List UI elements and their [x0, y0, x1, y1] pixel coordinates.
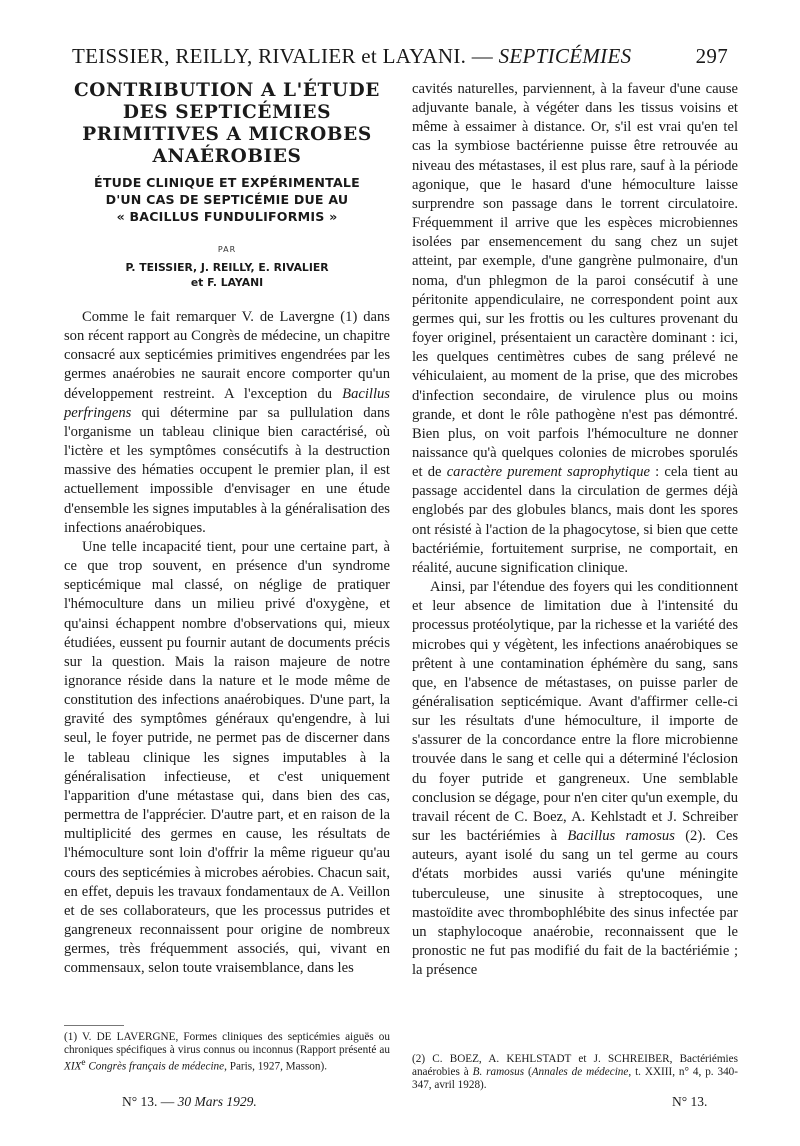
title-line-1: CONTRIBUTION A L'ÉTUDE — [73, 80, 380, 101]
text-run: : cela tient au passage accidentel dans la circulation de germes déjà englobés par des globules blancs, mais dont les spores ont résisté à l'action de la phagocytose, si bien que cette bactériémie, fortuitement surprise, ne comportait, en réalité, aucune signification clinique. — [412, 464, 738, 576]
subtitle-line-1: ÉTUDE CLINIQUE ET EXPÉRIMENTALE — [94, 175, 360, 190]
text-run: Comme le fait remarquer V. de Lavergne (1) dans son récent rapport au Congrès de médecine, un chapitre consacré aux septicémies primitives engendrées par les germes anaérobies ne saurait encore comporter qu'un développement restreint. A l'exception du — [64, 309, 390, 402]
left-column — [64, 80, 390, 978]
text-run: , t. XXIII, n° 4, p. 340-347, avril 1928). — [412, 1066, 738, 1091]
title-line-3: PRIMITIVES A MICROBES — [82, 124, 372, 145]
text-run: qui détermine par sa pullulation dans l'organisme un tableau clinique bien caractérisé, où l'ictère et les symptômes consécutifs à la destruction massive des hématies occupent le premier plan, il est actuellement impossible d'envisager en une étude d'ensemble les signes imputables à la généralisation des infections anaérobiques. — [64, 404, 390, 536]
authors-line-1: P. TEISSIER, J. REILLY, E. RIVALIER — [125, 261, 329, 274]
authors-line-2: et F. LAYANI — [190, 276, 264, 289]
italic-run: Bacillus perfringens — [64, 385, 390, 421]
title-line-4: ANAÉROBIES — [152, 146, 302, 167]
footnote-rule — [64, 1025, 124, 1026]
article-subtitle — [64, 174, 390, 225]
page-number: 297 — [695, 44, 728, 68]
right-column — [412, 80, 738, 980]
footer-issue-right: N° 13. — [672, 1094, 708, 1109]
right-body-text — [412, 80, 738, 980]
italic-run: B. ramosus — [472, 1066, 525, 1078]
footer-issue-date — [122, 1094, 257, 1110]
issue-number: N° 13. — — [122, 1094, 178, 1109]
issue-date: 30 Mars 1929. — [177, 1094, 257, 1109]
text-run: , Paris, 1927, Masson). — [224, 1060, 327, 1073]
text-run: (2). Ces auteurs, ayant isolé du sang un tel germe au cours d'états morbides aussi variés qu'une méningite tuberculeuse, une sinusite à streptocoques, une mastoïdite avec thrombophlébite des sinus infectée par un staphylocoque anaérobie, reconnaissent que le pronostic ne fut pas modifié du fait de la bactériémie ; la présence — [412, 828, 739, 979]
footnote-1 — [64, 1031, 390, 1074]
paragraph — [64, 308, 390, 538]
title-line-2: DES SEPTICÉMIES — [122, 102, 332, 123]
running-head — [72, 44, 728, 69]
paragraph — [412, 80, 738, 578]
italic-run: Bacillus ramosus — [567, 828, 675, 845]
text-run: (2) C. BOEZ, A. KEHLSTADT et J. SCHREIBER, Bactériémies anaérobies à — [412, 1053, 738, 1078]
superscript: e — [81, 1058, 86, 1068]
by-label: PAR — [217, 245, 237, 254]
subtitle-line-2: D'UN CAS DE SEPTICÉMIE DUE AU — [105, 192, 349, 207]
running-head-authors — [72, 44, 631, 69]
text-run: (1) V. DE LAVERGNE, Formes cliniques des septicémies aiguës ou chroniques spécifiques à virus connus ou inconnus (Rapport présenté au — [64, 1031, 390, 1056]
italic-run: Annales de médecine — [531, 1066, 629, 1078]
article-authors — [64, 260, 390, 290]
text-run: Une telle incapacité tient, pour une certaine part, à ce que trop souvent, en présence d'un syndrome septicémique mal classé, on néglige de pratiquer l'hémoculture dans un milieu privé d'oxygène, et qu'ainsi échappent nombre d'observations qui, mieux étudiées, eussent pu fournir autant de documents précis sur la question. Mais la raison majeure de notre ignorance réside dans la nature et le mode même de constitution des infections anaérobiques. D'une part, la gravité des symptômes généraux qu'engendre, à lui seul, le foyer putride, ne permet pas de discerner dans le tableau clinique les signes imputables à la généralisation infectieuse, et c'est uniquement l'apparition d'une métastase qui, dans bien des cas, permettra de l'apprécier. D'autre part, et en raison de la multiplicité des germes en cause, les résultats de l'hémoculture sont loin d'offrir la même rigueur qu'au cours des septicémies à microbes aérobies. Chacun sait, en effet, depuis les travaux fondamentaux de A. Veillon et de ses collaborateurs, que les processus putrides et gangreneux reconnaissent pour origine de nombreux germes, très fréquemment associés, qui, vivant en commensaux, selon toute vraisemblance, dans les — [64, 538, 390, 977]
italic-run: caractère purement saprophytique — [446, 464, 650, 481]
text-run: ( — [524, 1066, 532, 1078]
text-run: cavités naturelles, parviennent, à la faveur d'une cause adjuvante banale, à végéter dans les tissus voisins et même à essaimer à distance. Or, s'il est vrai qu'en tel cas la symbiose bactérienne puisse être retrouvée au niveau des métastases, il est plus rare, sauf à la période agonique, que le hasard d'une hémoculture laisse surprendre son passage dans le torrent circulatoire. Fréquemment il arrive que les espèces microbiennes isolées par ensemencement du sang chez un sujet atteint, par exemple, d'une gangrène pulmonaire, d'un noma, d'un phlegmon de la paroi consécutif à une péritonite appendiculaire, ne correspondent point aux germes qui, sur les frottis ou les cultures provenant du foyer originel, présentaient un caractère dominant : ici, les quelques centimètres cubes de sang prélevé ne véhiculaient, au moment de la prise, que des microbes d'infection secondaire, de virulence plus ou moins grande, et dont le rôle pathogène n'est pas démontré. Bien plus, on voit parfois l'hémoculture ne donner naissance qu'à quelques colonies de microbes sporulés et de — [412, 81, 738, 481]
header-authors: TEISSIER, REILLY, RIVALIER et LAYANI. — — [72, 44, 494, 68]
left-body-text — [64, 308, 390, 978]
footnote-2 — [412, 1053, 738, 1092]
paragraph — [64, 538, 390, 979]
italic-run: Congrès français de médecine — [85, 1060, 225, 1073]
text-run: Ainsi, par l'étendue des foyers qui les conditionnent et leur absence de limitation due à l'intensité du processus protéolytique, par la richesse et la variété des microbes qui y végètent, les infections anaérobiques se prêtent à une contamination éphémère du sang, sans que, en l'absence de métastases, on puisse parler de généralisation septicémique. Avant d'affirmer celle-ci sur les résultats d'une hémoculture, il importe de s'assurer de la concordance entre la flore microbienne trouvée dans le sang et celle qui a déterminé l'éclosion du foyer putride et gangreneux. Une semblable conclusion se dégage, pour n'en citer qu'un exemple, du travail récent de C. Boez, A. Kehlstadt et J. Schreiber sur les bactériémies à — [412, 579, 738, 845]
subtitle-line-3: « BACILLUS FUNDULIFORMIS » — [116, 209, 338, 224]
paragraph — [412, 578, 738, 980]
header-section: SEPTICÉMIES — [498, 44, 632, 68]
article-title — [64, 80, 390, 168]
italic-run: XIX — [64, 1060, 82, 1073]
